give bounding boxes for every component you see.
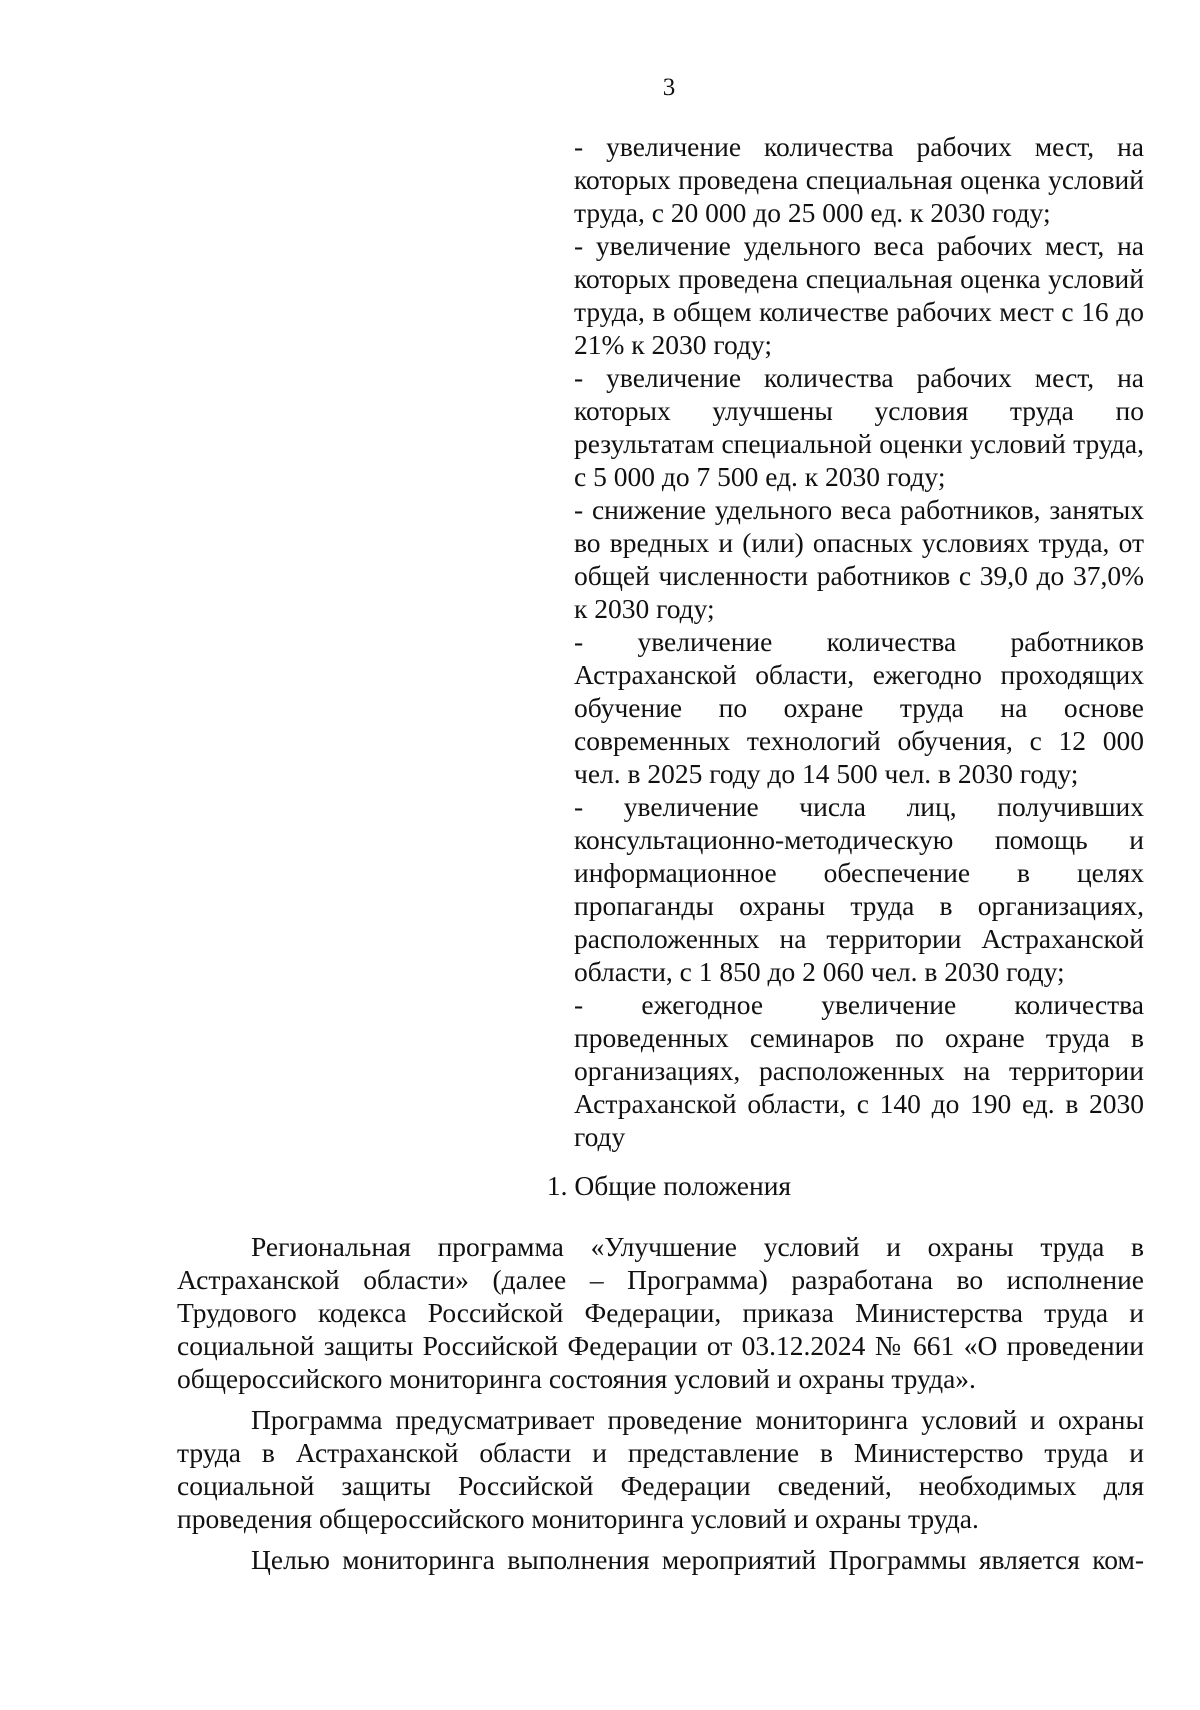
outcome-item: - увеличение количества рабочих мест, на которых проведена специальная оценка условий труда, с 20 000 до 25 000 ед. к 2030 году; — [574, 131, 1144, 228]
paragraph: Программа предусматривает проведение мониторинга условий и охраны труда в Астраханской области и представление в Министерство труда и социальной защиты Российской Федерации сведений, необходимых для проведения общероссийского мониторинга условий и охраны труда. — [177, 1404, 1144, 1534]
paragraph: Целью мониторинга выполнения мероприятий Программы является ком- — [251, 1544, 1144, 1575]
outcome-item: - ежегодное увеличение количества проведенных семинаров по охране труда в организациях, расположенных на территории Астраханской области, с 140 до 190 ед. в 2030 году — [574, 989, 1144, 1152]
outcome-item: - увеличение количества работников Астраханской области, ежегодно проходящих обучение по охране труда на основе современных технологий обучения, с 12 000 чел. в 2025 году до 14 500 чел. в 2030 году; — [574, 626, 1144, 789]
outcome-item: - увеличение удельного веса рабочих мест, на которых проведена специальная оценка условий труда, в общем количестве рабочих мест с 16 до 21% к 2030 году; — [574, 230, 1144, 360]
expected-outcomes-list — [574, 130, 1144, 1153]
section-heading: 1. Общие положения — [546, 1170, 792, 1201]
page-number: 3 — [662, 74, 676, 101]
section-body — [177, 1230, 1144, 1584]
paragraph: Региональная программа «Улучшение условий и охраны труда в Астраханской области» (далее – Программа) разработана во исполнение Трудового кодекса Российской Федерации, приказа Министерства труда и социальной защиты Российской Федерации от 03.12.2024 № 661 «О проведении общероссийского мониторинга состояния условий и охраны труда». — [177, 1231, 1144, 1394]
outcome-item: - увеличение числа лиц, получивших консультационно-методическую помощь и информационное обеспечение в целях пропаганды охраны труда в организациях, расположенных на территории Астраханской области, с 1 850 до 2 060 чел. в 2030 году; — [574, 791, 1144, 987]
outcome-item: - увеличение количества рабочих мест, на которых улучшены условия труда по результатам специальной оценки условий труда, с 5 000 до 7 500 ед. к 2030 году; — [574, 362, 1144, 492]
outcome-item: - снижение удельного веса работников, занятых во вредных и (или) опасных условиях труда, от общей численности работников с 39,0 до 37,0% к 2030 году; — [574, 494, 1144, 624]
